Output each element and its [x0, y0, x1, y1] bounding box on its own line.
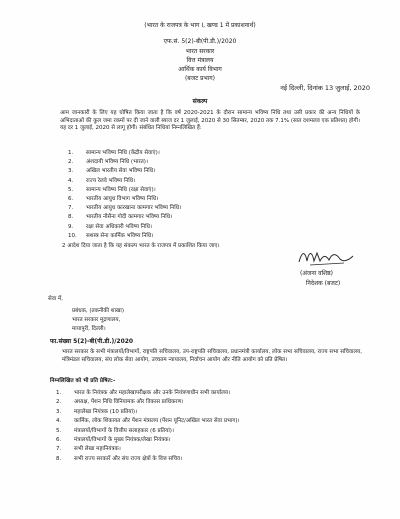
list-item: 8. सभी राज्य सरकारें और संघ राज्य क्षेत्रों के वित्त सचिव।	[56, 455, 183, 462]
to-line: सेवा में,	[48, 296, 63, 302]
signatory-designation: निदेशक (बजट)	[306, 280, 341, 287]
copy-reference: फा.संख्या 5(2)-बी(पी.डी.)/2020	[50, 338, 134, 345]
intro-paragraph: आम जानकारी के लिए यह घोषित किया जाता है कि वर्ष 2020-2021 के दौरान सामान्य भविष्य निधि तथा उसी प्रकार की अन्य निधियों के अभिदाताओं की कुल जमा रकमों पर दी जाने वाली ब्याज दर 1 जुलाई, 2020 से 30 सितम्बर, 2020 तक 7.1% (सात दशमलव एक प्रतिशत) होगी। यह दर 1 जुलाई, 2020 से लागू होगी। संबंधित निधियां निम्नलिखित हैं:	[60, 110, 360, 131]
list-item: 6. मंत्रालयों/विभागों के मुख्य नियंत्रक/लेखा नियंत्रक।	[56, 436, 171, 443]
signature-scribble	[296, 247, 356, 267]
gazette-line: (भारत के राजपत्र के भाग I, खण्ड 1 में प्रकाशनार्थ)	[144, 22, 256, 29]
department-line: आर्थिक कार्य विभाग	[178, 66, 222, 73]
list-item: 9. रक्षा सेवा अधिकारी भविष्य निधि।	[68, 223, 153, 230]
list-item: 1. सामान्य भविष्य निधि (केंद्रीय सेवाएं)।	[68, 150, 160, 156]
division-line: (बजट प्रभाग)	[184, 75, 216, 82]
ministry-line: वित्त मंत्रालय	[186, 57, 214, 64]
copies-heading: निम्नलिखित को भी प्रति प्रेषित:-	[50, 378, 116, 384]
list-item: 3. महालेखा नियंत्रक (10 प्रतियां)।	[56, 408, 138, 415]
list-item: 5. सामान्य भविष्य निधि (रक्षा सेवाएं)।	[68, 186, 156, 193]
file-number: एफ.सं. 5(2)-बी(पी.डी.)/2020	[163, 38, 237, 45]
copies-list	[56, 390, 240, 465]
list-item: 7. भारतीय आयुध कारखाना कामगार भविष्य निधि।	[68, 205, 182, 212]
to-address-3: मायापुरी, दिल्ली।	[72, 326, 106, 332]
list-item: 10. सशस्त्र सेना कार्मिक भविष्य निधि।	[68, 232, 154, 239]
resolution-title: संकल्प	[192, 98, 208, 105]
govt-line: भारत सरकार	[185, 48, 215, 55]
list-item: 4. कार्मिक, लोक शिकायत और पेंशन मंत्रालय (पेंशन यूनिट/अखिल भारत सेवा प्रभाग)।	[56, 418, 240, 425]
list-item: 2. अध्यक्ष, पेंशन निधि विनियामक और विकास प्राधिकरण।	[56, 399, 184, 406]
list-item: 6. भारतीय आयुध विभाग भविष्य निधि।	[68, 195, 159, 202]
place-date: नई दिल्ली, दिनांक 13 जुलाई, 2020	[280, 84, 370, 92]
order-line: 2 आदेश दिया जाता है कि यह संकल्प भारत के राजपत्र में प्रकाशित किया जाए।	[62, 243, 220, 249]
copy-paragraph: भारत सरकार के सभी मंत्रालयों/विभागों, राष्ट्रपति सचिवालय, उप-राष्ट्रपति सचिवालय, प्रधानमंत्री कार्यालय, लोक सभा सचिवालय, राज्य सभा सचिवालय, मंत्रिमंडल सचिवालय, संघ लोक सेवा आयोग, उच्चतम न्यायालय, निर्वाचन आयोग और नीति आयोग को प्रति प्रेषित।	[62, 349, 362, 363]
signatory-name: (अंजना वशिष्ठ)	[300, 270, 334, 277]
fund-list	[68, 150, 181, 242]
to-address-1: प्रबंधक, (तकनीकी शाखा)	[72, 308, 124, 314]
list-item: 8. भारतीय नौसैना गोदी कामगार भविष्य निधि।	[68, 214, 173, 221]
signature	[296, 247, 356, 267]
list-item: 2. अंशदायी भविष्य निधि (भारत)।	[68, 159, 148, 166]
to-address-2: भारत सरकार मुद्रणालय,	[72, 317, 121, 323]
list-item: 1. भारत के नियंत्रक और महालेखापरीक्षक और उनके नियंत्रणाधीन सभी कार्यालय।	[56, 390, 231, 396]
list-item: 5. मंत्रालयों/विभागों के वित्तीय सलाहकार (6 प्रतियां)।	[56, 427, 174, 434]
list-item: 7. सभी लेखा महानियंत्रक।	[56, 446, 121, 453]
list-item: 3. अखिल भारतीय सेवा भविष्य निधि।	[68, 168, 156, 175]
list-item: 4. राज्य रेलवे भविष्य निधि।	[68, 177, 136, 184]
